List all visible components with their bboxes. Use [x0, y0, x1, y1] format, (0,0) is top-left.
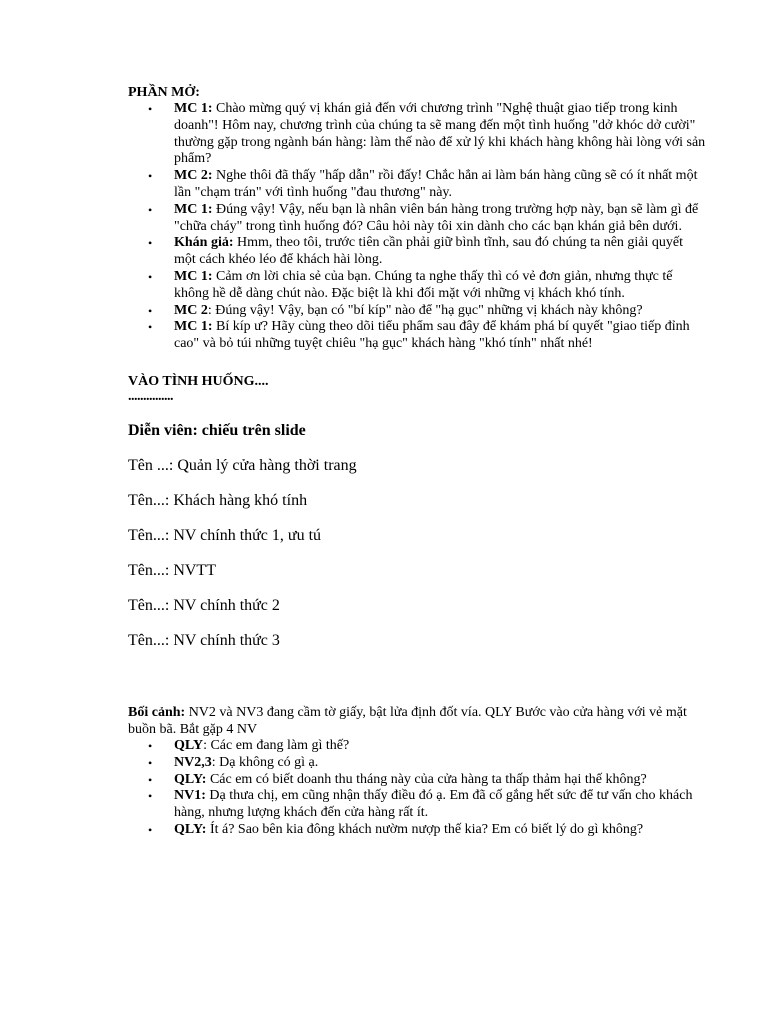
- cast-line: Tên...: NV chính thức 3: [128, 631, 280, 649]
- dialog-item: [128, 755, 708, 772]
- speaker-label: MC 2:: [174, 168, 213, 184]
- dialog-item: [128, 202, 708, 236]
- dialog-text: : Dạ không có gì ạ.: [211, 754, 319, 770]
- dialog-text: Chào mừng quý vị khán giả đến với chương trình "Nghệ thuật giao tiếp trong kinh doanh"! Hôm nay, chương trình của chúng ta sẽ mang đến một tình huống "dở khóc dở cười" thường gặp trong ngành bán hàng: làm thế nào để xử lý khi khách hàng không hài lòng với sản phẩm?: [174, 101, 706, 167]
- bullet-icon: •: [148, 236, 153, 251]
- dialog-text: : Đúng vậy! Vậy, bạn có "bí kíp" nào để "hạ gục" những vị khách này không?: [207, 302, 643, 318]
- speaker-label: NV2,3: [174, 754, 212, 770]
- dialog-text: Cảm ơn lời chia sẻ của bạn. Chúng ta nghe thấy thì có vẻ đơn giản, nhưng thực tế không hề dễ dàng chút nào. Đặc biệt là khi đối mặt với những vị khách khó tính.: [174, 268, 673, 301]
- cast-line: Tên...: Khách hàng khó tính: [128, 491, 308, 509]
- dialog-text: Ít á? Sao bên kia đông khách nườm nượp thế kia? Em có biết lý do gì không?: [206, 821, 644, 837]
- bullet-icon: •: [148, 772, 153, 787]
- situation-heading: VÀO TÌNH HUỐNG....: [128, 373, 269, 389]
- dialog-item: [128, 269, 708, 303]
- dialog-text: Hmm, theo tôi, trước tiên cần phải giữ bình tĩnh, sau đó chúng ta nên giải quyết một cách khéo léo để khách hài lòng.: [174, 235, 684, 268]
- speaker-label: MC 1:: [174, 201, 213, 217]
- dialog-item: [128, 738, 708, 755]
- dialog-item: [128, 788, 708, 822]
- bullet-icon: •: [148, 303, 153, 318]
- bullet-icon: •: [148, 202, 153, 217]
- bullet-icon: •: [148, 102, 153, 116]
- speaker-label: MC 1:: [174, 268, 213, 284]
- dialog-text: Đúng vậy! Vậy, nếu bạn là nhân viên bán hàng trong trường hợp này, bạn sẽ làm gì để "chữa cháy" trong tình huống đó? Câu hỏi này tôi xin dành cho các bạn khán giả bên dưới.: [174, 201, 699, 234]
- dialog-item: [128, 101, 708, 168]
- dialog-item: [128, 168, 708, 202]
- bullet-icon: •: [148, 169, 153, 184]
- cast-line: Tên...: NV chính thức 1, ưu tú: [128, 526, 322, 544]
- bullet-icon: •: [148, 822, 153, 837]
- dialog-text: : Các em đang làm gì thế?: [203, 737, 350, 753]
- speaker-label: MC 2: [174, 302, 208, 318]
- dialog-item: [128, 235, 708, 269]
- dialog-item: [128, 772, 708, 789]
- speaker-label: Khán giả:: [174, 235, 234, 251]
- speaker-label: MC 1:: [174, 101, 213, 116]
- context-paragraph: [128, 704, 708, 738]
- speaker-label: QLY: [174, 737, 204, 753]
- cast-line: Tên...: NV chính thức 2: [128, 596, 280, 614]
- situation-dots: ...............: [128, 388, 173, 404]
- dialog-text: Dạ thưa chị, em cũng nhận thấy điều đó ạ. Em đã cố gắng hết sức để tư vấn cho khách hàng, nhưng lượng khách đến cửa hàng rất ít.: [174, 788, 693, 821]
- bullet-icon: •: [148, 320, 153, 335]
- scene-dialog-list: [128, 738, 708, 839]
- speaker-label: QLY:: [174, 821, 207, 837]
- context-label: Bối cảnh:: [128, 704, 186, 720]
- speaker-label: NV1:: [174, 788, 206, 804]
- document-page: [128, 84, 708, 839]
- opening-dialog-list: [128, 101, 708, 353]
- cast-heading: Diễn viên: chiếu trên slide: [128, 421, 306, 439]
- dialog-text: Bí kíp ư? Hãy cùng theo dõi tiểu phẩm sau đây để khám phá bí quyết "giao tiếp đỉnh cao" và bỏ túi những tuyệt chiêu "hạ gục" khách hàng "khó tính" nhất nhé!: [174, 319, 690, 352]
- speaker-label: MC 1:: [174, 319, 213, 335]
- speaker-label: QLY:: [174, 771, 207, 787]
- bullet-icon: •: [148, 755, 153, 770]
- dialog-item: [128, 303, 708, 320]
- bullet-icon: •: [148, 789, 153, 804]
- dialog-text: Nghe thôi đã thấy "hấp dẫn" rồi đấy! Chắc hẳn ai làm bán hàng cũng sẽ có ít nhất một lần "chạm trán" với tình huống "đau thương" này.: [174, 168, 698, 200]
- opening-heading: PHẦN MỞ:: [128, 85, 200, 100]
- bullet-icon: •: [148, 738, 153, 753]
- dialog-item: [128, 822, 708, 839]
- context-text: NV2 và NV3 đang cầm tờ giấy, bật lửa định đốt vía. QLY Bước vào cửa hàng với vẻ mặt buồn bã. Bắt gặp 4 NV: [128, 704, 687, 737]
- bullet-icon: •: [148, 269, 153, 284]
- dialog-text: Các em có biết doanh thu tháng này của cửa hàng ta thấp thảm hại thế không?: [206, 771, 647, 787]
- cast-line: Tên ...: Quản lý cửa hàng thời trang: [128, 456, 357, 474]
- cast-line: Tên...: NVTT: [128, 561, 216, 579]
- dialog-item: [128, 319, 708, 353]
